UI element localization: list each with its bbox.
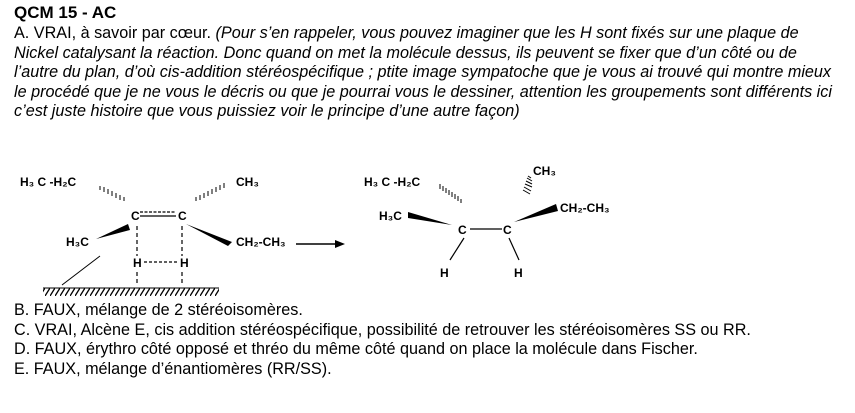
wedge-bond: [96, 224, 130, 239]
answers-list: [14, 301, 844, 379]
wedge-bond: [514, 204, 558, 222]
hashed-bond: [196, 183, 224, 201]
answer-b: B. FAUX, mélange de 2 stéréoisomères.: [14, 301, 303, 319]
wedge-bond: [186, 224, 232, 246]
product-molecule: [364, 164, 610, 280]
answer-a-paragraph: [14, 24, 844, 122]
hashed-bond: [100, 186, 124, 201]
product-top-right-group: CH₃: [533, 164, 556, 178]
hashed-bond: [440, 184, 461, 203]
reaction-arrow: [296, 240, 345, 248]
wedge-bond: [408, 212, 452, 225]
answer-d: D. FAUX, érythro côté opposé et thréo du même côté quand on place la molécule dans Fischer.: [14, 340, 698, 359]
reactant-hydrogen-2: H: [180, 256, 189, 270]
product-left-group: H₃C: [379, 209, 402, 223]
answer-c: C. VRAI, Alcène E, cis addition stéréospécifique, possibilité de retrouver les stéréoisomères SS ou RR.: [14, 320, 751, 339]
reactant-carbon-2: C: [178, 209, 187, 223]
answer-a-explanation: (Pour s’en rappeler, vous pouvez imaginer que les H sont fixés sur une plaque de Nickel catalysant la réaction. Donc quand on met la molécule dessus, ils peuvent se fixer que d’un côté ou de l’autre du plan, d’où cis-addition stéréospécifique ; ptite image sympatoche que je vous ai trouvé qui montre mieux le procédé que je ne vous le décris ou que je pourrai vous le dessiner, attention les groupements sont différents ici c’est juste histoire que vous puissiez voir le principe d’une autre façon): [14, 24, 832, 121]
reactant-top-left-group: H₃ C -H₂C: [20, 175, 77, 189]
product-right-group: CH₂-CH₃: [560, 201, 610, 215]
product-top-left-group: H₃ C -H₂C: [364, 175, 421, 189]
product-carbon-2: C: [503, 223, 512, 237]
product-hydrogen-2: H: [514, 266, 523, 280]
product-carbon-1: C: [458, 223, 467, 237]
reactant-molecule: [20, 175, 286, 296]
reactant-hydrogen-1: H: [133, 256, 142, 270]
reactant-left-group: H₃C: [66, 235, 89, 249]
product-hydrogen-1: H: [440, 266, 449, 280]
question-title: QCM 15 - AC: [14, 3, 117, 22]
reactant-carbon-1: C: [131, 209, 140, 223]
reactant-right-group: CH₂-CH₃: [236, 235, 286, 249]
hydrogenation-scheme: [0, 160, 855, 310]
answer-e: E. FAUX, mélange d’énantiomères (RR/SS).: [14, 359, 332, 378]
answer-a-lead: A. VRAI, à savoir par cœur.: [14, 24, 216, 42]
nickel-plate: [43, 288, 219, 296]
hashed-bond: [523, 176, 532, 194]
reactant-top-right-group: CH₃: [236, 175, 259, 189]
